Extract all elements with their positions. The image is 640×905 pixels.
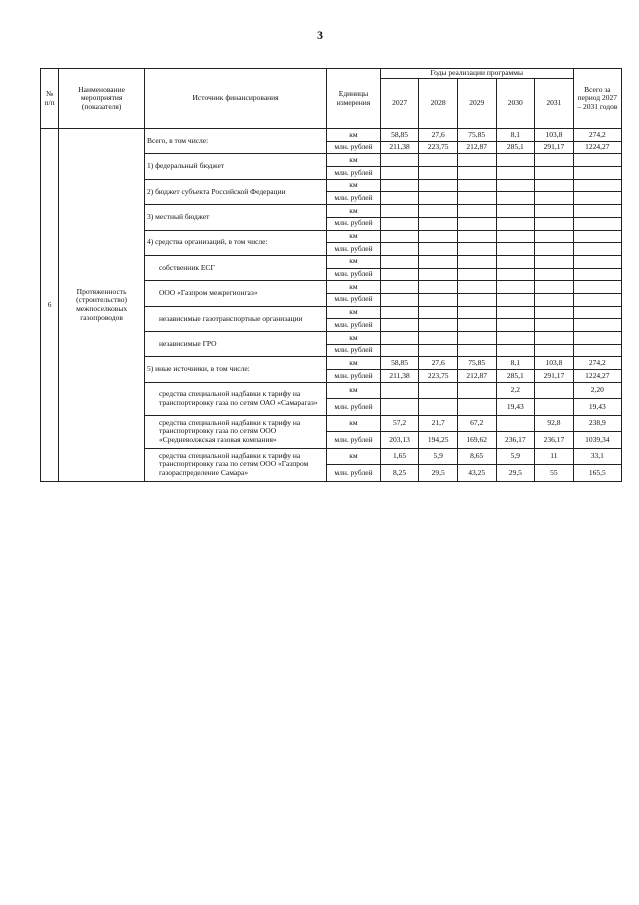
financing-source: 3) местный бюджет — [144, 205, 326, 230]
year-value-cell — [419, 281, 458, 294]
year-value-cell — [496, 306, 535, 319]
header-years-group: Годы реализации программы — [380, 69, 573, 79]
year-value-cell — [496, 332, 535, 345]
year-value-cell — [457, 281, 496, 294]
year-value-cell — [457, 192, 496, 205]
total-value-cell — [573, 268, 621, 281]
year-value-cell — [419, 217, 458, 230]
year-value-cell: 27,6 — [419, 129, 458, 142]
year-value-cell: 21,7 — [419, 415, 458, 432]
measure-name: Протяженность (строительство) межпоселковых газопроводов — [59, 129, 145, 482]
year-value-cell — [535, 344, 574, 357]
year-value-cell — [419, 255, 458, 268]
year-value-cell: 8,1 — [496, 129, 535, 142]
table-row — [41, 129, 622, 142]
year-value-cell: 55 — [535, 465, 574, 482]
year-value-cell: 75,85 — [457, 129, 496, 142]
total-value-cell: 1224,27 — [573, 370, 621, 383]
measure-number: 6 — [41, 129, 59, 482]
year-value-cell — [496, 179, 535, 192]
year-value-cell — [457, 205, 496, 218]
year-value-cell: 211,38 — [380, 370, 419, 383]
year-value-cell — [535, 281, 574, 294]
year-value-cell — [380, 217, 419, 230]
total-value-cell — [573, 281, 621, 294]
year-value-cell — [380, 167, 419, 180]
year-value-cell — [535, 268, 574, 281]
total-value-cell: 1039,34 — [573, 432, 621, 449]
year-value-cell — [419, 205, 458, 218]
year-value-cell — [535, 230, 574, 243]
year-value-cell — [496, 192, 535, 205]
unit-cell: км — [327, 306, 381, 319]
year-value-cell — [535, 243, 574, 256]
year-value-cell — [496, 281, 535, 294]
year-value-cell: 194,25 — [419, 432, 458, 449]
total-value-cell: 165,5 — [573, 465, 621, 482]
year-value-cell — [380, 205, 419, 218]
year-value-cell — [535, 179, 574, 192]
year-value-cell — [380, 399, 419, 416]
year-value-cell: 92,8 — [535, 415, 574, 432]
financing-source: 1) федеральный бюджет — [144, 154, 326, 179]
year-value-cell — [535, 382, 574, 399]
year-value-cell: 8,65 — [457, 448, 496, 465]
year-value-cell — [457, 179, 496, 192]
year-value-cell — [535, 399, 574, 416]
year-value-cell — [419, 319, 458, 332]
year-value-cell — [535, 255, 574, 268]
year-value-cell: 29,5 — [419, 465, 458, 482]
unit-cell: км — [327, 179, 381, 192]
year-value-cell — [380, 306, 419, 319]
total-value-cell — [573, 332, 621, 345]
year-value-cell: 19,43 — [496, 399, 535, 416]
year-value-cell — [419, 230, 458, 243]
year-value-cell — [419, 154, 458, 167]
unit-cell: км — [327, 129, 381, 142]
year-value-cell — [419, 332, 458, 345]
year-value-cell: 11 — [535, 448, 574, 465]
financing-source: Всего, в том числе: — [144, 129, 326, 154]
total-value-cell — [573, 154, 621, 167]
year-value-cell — [419, 268, 458, 281]
year-value-cell — [380, 154, 419, 167]
year-value-cell: 211,38 — [380, 141, 419, 154]
year-value-cell — [535, 332, 574, 345]
header-year: 2027 — [380, 79, 419, 129]
total-value-cell: 238,9 — [573, 415, 621, 432]
year-value-cell — [380, 179, 419, 192]
total-value-cell — [573, 179, 621, 192]
unit-cell: млн. рублей — [327, 167, 381, 180]
year-value-cell: 169,62 — [457, 432, 496, 449]
year-value-cell — [457, 293, 496, 306]
year-value-cell — [380, 230, 419, 243]
year-value-cell — [535, 217, 574, 230]
year-value-cell: 285,1 — [496, 370, 535, 383]
year-value-cell — [457, 399, 496, 416]
year-value-cell: 291,17 — [535, 141, 574, 154]
total-value-cell — [573, 217, 621, 230]
year-value-cell: 43,25 — [457, 465, 496, 482]
year-value-cell — [496, 230, 535, 243]
total-value-cell — [573, 205, 621, 218]
total-value-cell: 274,2 — [573, 357, 621, 370]
year-value-cell: 67,2 — [457, 415, 496, 432]
year-value-cell: 58,85 — [380, 129, 419, 142]
total-value-cell: 274,2 — [573, 129, 621, 142]
year-value-cell — [457, 154, 496, 167]
year-value-cell — [380, 293, 419, 306]
year-value-cell: 212,87 — [457, 370, 496, 383]
year-value-cell — [496, 268, 535, 281]
header-year: 2029 — [457, 79, 496, 129]
page-number: 3 — [317, 28, 323, 42]
financing-source: независимые газотранспортные организации — [144, 306, 326, 331]
year-value-cell — [419, 293, 458, 306]
year-value-cell — [457, 332, 496, 345]
year-value-cell — [380, 192, 419, 205]
financing-table — [40, 68, 622, 482]
total-value-cell — [573, 167, 621, 180]
year-value-cell — [535, 293, 574, 306]
year-value-cell — [496, 319, 535, 332]
year-value-cell — [535, 167, 574, 180]
unit-cell: км — [327, 281, 381, 294]
year-value-cell — [419, 179, 458, 192]
year-value-cell: 8,1 — [496, 357, 535, 370]
total-value-cell — [573, 306, 621, 319]
year-value-cell — [457, 268, 496, 281]
year-value-cell: 103,8 — [535, 129, 574, 142]
header-unit: Единицы измерения — [327, 69, 381, 129]
year-value-cell — [380, 382, 419, 399]
year-value-cell: 5,9 — [419, 448, 458, 465]
year-value-cell — [419, 399, 458, 416]
unit-cell: млн. рублей — [327, 268, 381, 281]
year-value-cell — [380, 255, 419, 268]
total-value-cell: 33,1 — [573, 448, 621, 465]
financing-source: ООО «Газпром межрегионгаз» — [144, 281, 326, 306]
year-value-cell — [457, 167, 496, 180]
header-year: 2028 — [419, 79, 458, 129]
unit-cell: млн. рублей — [327, 344, 381, 357]
unit-cell: км — [327, 205, 381, 218]
year-value-cell — [496, 205, 535, 218]
year-value-cell — [535, 306, 574, 319]
year-value-cell — [496, 154, 535, 167]
year-value-cell: 236,17 — [535, 432, 574, 449]
unit-cell: млн. рублей — [327, 465, 381, 482]
header-source: Источник финансирования — [144, 69, 326, 129]
unit-cell: км — [327, 154, 381, 167]
total-value-cell: 2,20 — [573, 382, 621, 399]
total-value-cell — [573, 344, 621, 357]
total-value-cell: 19,43 — [573, 399, 621, 416]
header-year: 2030 — [496, 79, 535, 129]
year-value-cell — [457, 255, 496, 268]
year-value-cell: 103,8 — [535, 357, 574, 370]
year-value-cell: 285,1 — [496, 141, 535, 154]
year-value-cell — [535, 319, 574, 332]
unit-cell: млн. рублей — [327, 399, 381, 416]
total-value-cell — [573, 255, 621, 268]
financing-source: 2) бюджет субъекта Российской Федерации — [144, 179, 326, 204]
year-value-cell: 57,2 — [380, 415, 419, 432]
year-value-cell — [457, 243, 496, 256]
unit-cell: км — [327, 230, 381, 243]
header-year: 2031 — [535, 79, 574, 129]
year-value-cell — [457, 382, 496, 399]
year-value-cell: 27,6 — [419, 357, 458, 370]
year-value-cell — [419, 167, 458, 180]
financing-source: 5) иные источники, в том числе: — [144, 357, 326, 382]
year-value-cell — [380, 344, 419, 357]
year-value-cell — [419, 344, 458, 357]
year-value-cell: 223,75 — [419, 141, 458, 154]
total-value-cell — [573, 192, 621, 205]
year-value-cell — [496, 415, 535, 432]
year-value-cell — [457, 306, 496, 319]
year-value-cell — [380, 332, 419, 345]
year-value-cell: 58,85 — [380, 357, 419, 370]
year-value-cell: 29,5 — [496, 465, 535, 482]
year-value-cell — [535, 205, 574, 218]
year-value-cell — [496, 217, 535, 230]
financing-source: собственник ЕСГ — [144, 255, 326, 280]
unit-cell: км — [327, 448, 381, 465]
year-value-cell: 223,75 — [419, 370, 458, 383]
year-value-cell: 2,2 — [496, 382, 535, 399]
year-value-cell: 291,17 — [535, 370, 574, 383]
year-value-cell — [419, 306, 458, 319]
year-value-cell — [419, 382, 458, 399]
unit-cell: км — [327, 332, 381, 345]
year-value-cell — [419, 243, 458, 256]
unit-cell: млн. рублей — [327, 319, 381, 332]
financing-source: средства специальной надбавки к тарифу на транспортировку газа по сетям ООО «Газпром газораспределение Самара» — [144, 448, 326, 481]
total-value-cell: 1224,27 — [573, 141, 621, 154]
year-value-cell: 5,9 — [496, 448, 535, 465]
year-value-cell: 75,85 — [457, 357, 496, 370]
unit-cell: млн. рублей — [327, 293, 381, 306]
total-value-cell — [573, 319, 621, 332]
unit-cell: млн. рублей — [327, 192, 381, 205]
year-value-cell — [419, 192, 458, 205]
financing-source: независимые ГРО — [144, 332, 326, 357]
year-value-cell — [496, 293, 535, 306]
year-value-cell — [535, 192, 574, 205]
header-measure-name: Наименование мероприятия (показателя) — [59, 69, 145, 129]
table-header — [41, 69, 622, 129]
year-value-cell — [496, 167, 535, 180]
year-value-cell — [496, 344, 535, 357]
unit-cell: км — [327, 382, 381, 399]
year-value-cell — [496, 255, 535, 268]
year-value-cell — [457, 217, 496, 230]
year-value-cell: 203,13 — [380, 432, 419, 449]
financing-source: 4) средства организаций, в том числе: — [144, 230, 326, 255]
total-value-cell — [573, 243, 621, 256]
year-value-cell — [496, 243, 535, 256]
financing-source: средства специальной надбавки к тарифу на транспортировку газа по сетям ООО «Средневолжская газовая компания» — [144, 415, 326, 448]
unit-cell: млн. рублей — [327, 243, 381, 256]
unit-cell: млн. рублей — [327, 370, 381, 383]
year-value-cell — [457, 344, 496, 357]
year-value-cell — [380, 243, 419, 256]
total-value-cell — [573, 293, 621, 306]
total-value-cell — [573, 230, 621, 243]
header-total: Всего за период 2027 – 2031 годов — [573, 69, 621, 129]
year-value-cell: 212,87 — [457, 141, 496, 154]
unit-cell: млн. рублей — [327, 141, 381, 154]
header-number: № п/п — [41, 69, 59, 129]
year-value-cell — [380, 319, 419, 332]
year-value-cell: 8,25 — [380, 465, 419, 482]
unit-cell: км — [327, 357, 381, 370]
year-value-cell: 236,17 — [496, 432, 535, 449]
unit-cell: млн. рублей — [327, 432, 381, 449]
unit-cell: км — [327, 255, 381, 268]
year-value-cell — [380, 268, 419, 281]
year-value-cell — [535, 154, 574, 167]
year-value-cell — [380, 281, 419, 294]
year-value-cell — [457, 230, 496, 243]
unit-cell: млн. рублей — [327, 217, 381, 230]
year-value-cell: 1,65 — [380, 448, 419, 465]
year-value-cell — [457, 319, 496, 332]
financing-source: средства специальной надбавки к тарифу на транспортировку газа по сетям ОАО «Самарагаз» — [144, 382, 326, 415]
unit-cell: км — [327, 415, 381, 432]
table-body — [41, 129, 622, 482]
